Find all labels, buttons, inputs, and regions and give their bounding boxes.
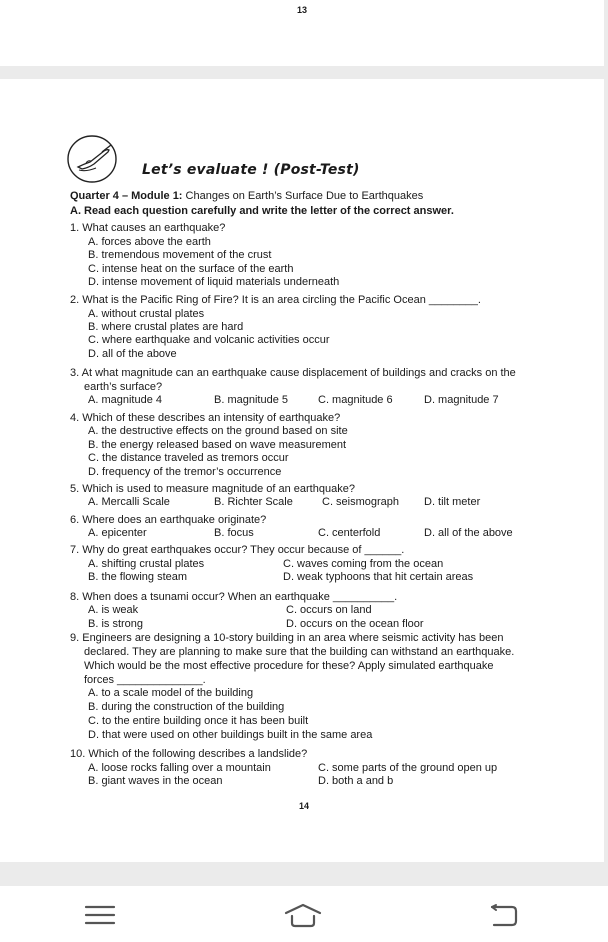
option: D. all of the above xyxy=(88,348,177,360)
option: A. without crustal plates xyxy=(88,308,205,320)
option: A. the destructive effects on the ground based on site xyxy=(88,425,348,437)
previous-page-number: 13 xyxy=(296,5,307,15)
question-stem: 3. At what magnitude can an earthquake cause displacement of buildings and cracks on the xyxy=(70,367,516,379)
option: C. to the entire building once it has been built xyxy=(88,715,309,727)
option: B. giant waves in the ocean xyxy=(88,775,223,787)
question-stem: 10. Which of the following describes a landslide? xyxy=(70,748,308,760)
option: B. focus xyxy=(214,527,254,539)
question-stem: 1. What causes an earthquake? xyxy=(70,222,226,234)
home-icon[interactable] xyxy=(283,902,323,928)
question-stem-cont: earth’s surface? xyxy=(84,381,163,393)
option: A. Mercalli Scale xyxy=(88,496,170,508)
option: D. frequency of the tremor’s occurrence xyxy=(88,466,282,478)
option: D. intense movement of liquid materials underneath xyxy=(88,276,340,288)
option: A. loose rocks falling over a mountain xyxy=(88,762,271,774)
option: B. is strong xyxy=(88,618,144,630)
option: B. during the construction of the building xyxy=(88,701,285,713)
option: C. occurs on land xyxy=(286,604,372,616)
option: C. some parts of the ground open up xyxy=(318,762,498,774)
option: D. weak typhoons that hit certain areas xyxy=(283,571,474,583)
option: B. Richter Scale xyxy=(214,496,293,508)
question-stem-cont: declared. They are planning to make sure that the building can withstand an earthquake. xyxy=(84,646,515,658)
option: A. shifting crustal plates xyxy=(88,558,205,570)
option: B. tremendous movement of the crust xyxy=(88,249,272,261)
option: B. the flowing steam xyxy=(88,571,188,583)
option: A. is weak xyxy=(88,604,139,616)
module-line xyxy=(70,190,423,203)
option: D. all of the above xyxy=(424,527,513,539)
navigation-bar xyxy=(0,886,608,942)
question-stem: 6. Where does an earthquake originate? xyxy=(70,514,267,526)
option: C. intense heat on the surface of the earth xyxy=(88,263,294,275)
question-stem: 8. When does a tsunami occur? When an earthquake __________. xyxy=(70,591,398,603)
option: B. where crustal plates are hard xyxy=(88,321,244,333)
question-stem: 2. What is the Pacific Ring of Fire? It is an area circling the Pacific Ocean ________. xyxy=(70,294,481,306)
question-stem: 7. Why do great earthquakes occur? They occur because of ______. xyxy=(70,544,405,556)
option: A. forces above the earth xyxy=(88,236,211,248)
option: C. waves coming from the ocean xyxy=(283,558,444,570)
option: A. epicenter xyxy=(88,527,147,539)
option: D. magnitude 7 xyxy=(424,394,499,406)
module-topic: Changes on Earth’s Surface Due to Earthquakes xyxy=(185,190,424,202)
option: B. magnitude 5 xyxy=(214,394,288,406)
question-stem: 5. Which is used to measure magnitude of an earthquake? xyxy=(70,483,355,495)
option: A. to a scale model of the building xyxy=(88,687,254,699)
question-stem-cont: Which would be the most effective procedure for these? Apply simulated earthquake xyxy=(84,660,494,672)
menu-icon[interactable] xyxy=(84,902,120,928)
question-stem: 9. Engineers are designing a 10-story building in an area where seismic activity has been xyxy=(70,632,504,644)
question-stem: 4. Which of these describes an intensity of earthquake? xyxy=(70,412,341,424)
writing-hand-icon xyxy=(66,134,118,184)
question-stem-cont: forces ______________. xyxy=(84,674,206,686)
option: D. both a and b xyxy=(318,775,394,787)
option: B. the energy released based on wave measurement xyxy=(88,439,347,451)
module-prefix: Quarter 4 – Module 1: xyxy=(70,190,183,202)
option: C. magnitude 6 xyxy=(318,394,393,406)
option: C. the distance traveled as tremors occur xyxy=(88,452,289,464)
option: D. that were used on other buildings built in the same area xyxy=(88,729,373,741)
previous-page xyxy=(0,0,604,66)
option: A. magnitude 4 xyxy=(88,394,162,406)
option: D. occurs on the ocean floor xyxy=(286,618,424,630)
page-title: Let’s evaluate ! (Post-Test) xyxy=(142,162,360,178)
page-number: 14 xyxy=(298,801,309,811)
option: C. where earthquake and volcanic activities occur xyxy=(88,334,330,346)
option: C. centerfold xyxy=(318,527,381,539)
back-icon[interactable] xyxy=(488,902,524,928)
instruction: A. Read each question carefully and write the letter of the correct answer. xyxy=(70,205,454,217)
option: D. tilt meter xyxy=(424,496,481,508)
option: C. seismograph xyxy=(322,496,400,508)
